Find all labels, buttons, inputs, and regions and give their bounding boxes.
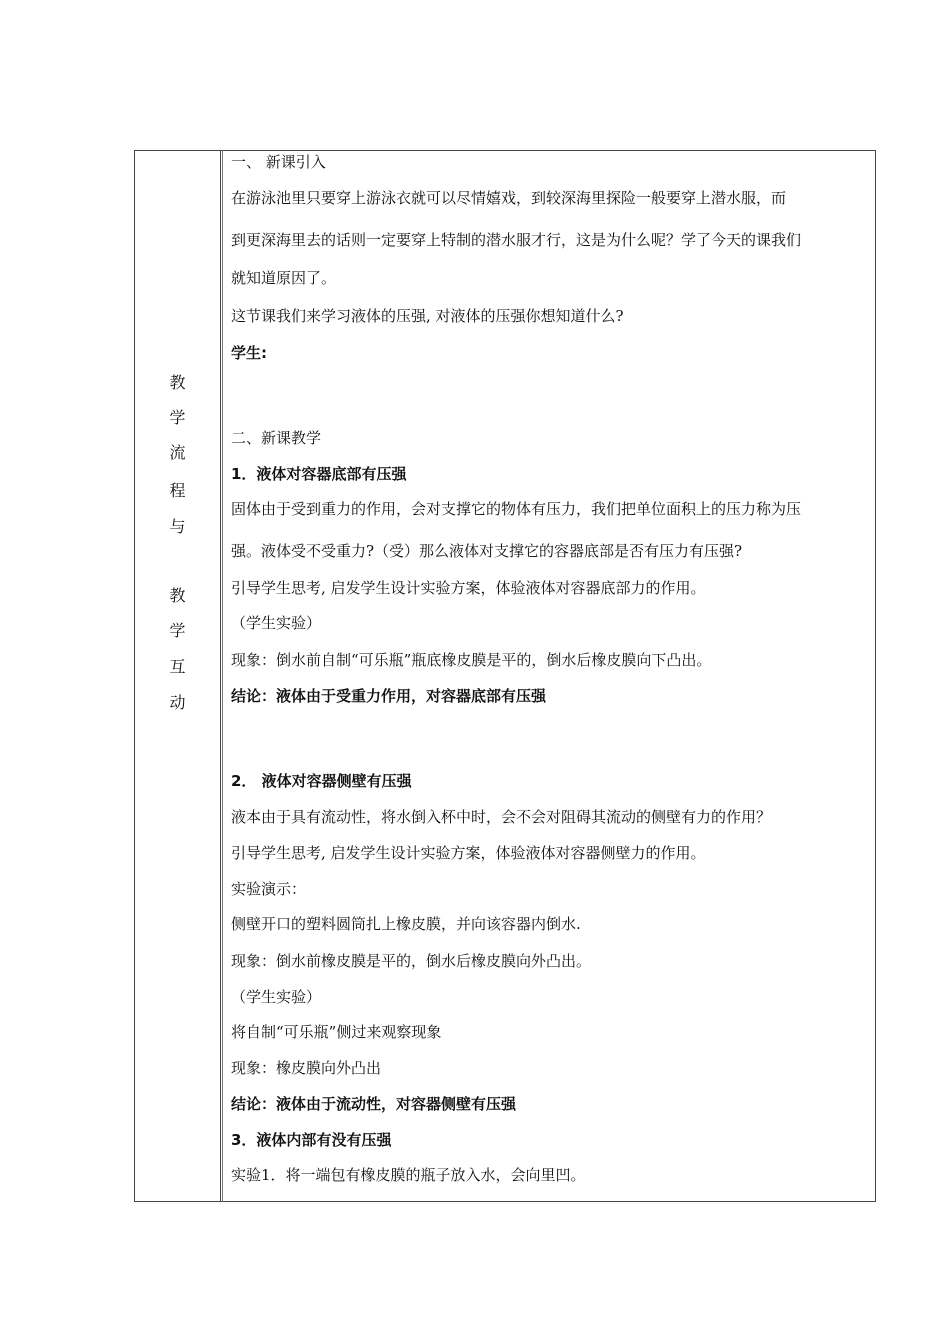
paragraph-line: 实验演示： [231,880,307,898]
side-label-char: 互 [169,657,186,676]
side-label-char: 动 [169,693,186,712]
subheading-2: 2． 液体对容器侧壁有压强 [231,772,412,790]
paragraph-line: （学生实验） [231,614,322,632]
paragraph-line: 实验1．将一端包有橡皮膜的瓶子放入水，会向里凹。 [231,1166,586,1184]
side-label-char: 学 [169,408,186,427]
side-label-char: 流 [169,443,186,462]
subheading-1: 1．液体对容器底部有压强 [231,465,407,483]
paragraph-line: 液本由于具有流动性，将水倒入杯中时，会不会对阻碍其流动的侧壁有力的作用？ [231,808,772,826]
side-label-char: 教 [169,586,186,605]
column-divider-inner [222,150,223,1202]
column-divider [220,150,221,1202]
side-label-char: 教 [169,373,186,392]
paragraph-line: 现象：倒水前橡皮膜是平的，倒水后橡皮膜向外凸出。 [231,952,592,970]
paragraph-line: 在游泳池里只要穿上游泳衣就可以尽情嬉戏，到较深海里探险一般要穿上潜水服，而 [231,189,787,207]
side-label-char: 与 [169,517,186,536]
section-heading-intro: 一、 新课引入 [231,153,326,171]
paragraph-line: 强。液体受不受重力?（受）那么液体对支撑它的容器底部是否有压力有压强? [231,542,743,560]
paragraph-line: 引导学生思考, 启发学生设计实验方案，体验液体对容器底部力的作用。 [231,579,706,597]
conclusion-2: 结论：液体由于流动性，对容器侧壁有压强 [231,1095,517,1113]
paragraph-line: 固体由于受到重力的作用，会对支撑它的物体有压力，我们把单位面积上的压力称为压 [231,500,802,518]
subheading-3: 3．液体内部有没有压强 [231,1131,392,1149]
paragraph-line: 到更深海里去的话则一定要穿上特制的潜水服才行，这是为什么呢？学了今天的课我们 [231,231,802,249]
conclusion-1: 结论：液体由于受重力作用，对容器底部有压强 [231,687,547,705]
paragraph-line: 这节课我们来学习液体的压强, 对液体的压强你想知道什么? [231,307,624,325]
paragraph-line: 就知道原因了。 [231,269,337,287]
section-heading-teaching: 二、新课教学 [231,429,322,447]
paragraph-line: 现象：橡皮膜向外凸出 [231,1059,382,1077]
side-label-char: 学 [169,621,186,640]
side-label-char: 程 [169,481,186,500]
paragraph-line: 侧壁开口的塑料圆筒扎上橡皮膜，并向该容器内倒水. [231,915,581,933]
student-label: 学生: [231,344,267,362]
paragraph-line: 将自制“可乐瓶”侧过来观察现象 [231,1023,442,1041]
paragraph-line: （学生实验） [231,988,322,1006]
paragraph-line: 现象：倒水前自制“可乐瓶”瓶底橡皮膜是平的，倒水后橡皮膜向下凸出。 [231,651,712,669]
paragraph-line: 引导学生思考, 启发学生设计实验方案，体验液体对容器侧壁力的作用。 [231,844,706,862]
